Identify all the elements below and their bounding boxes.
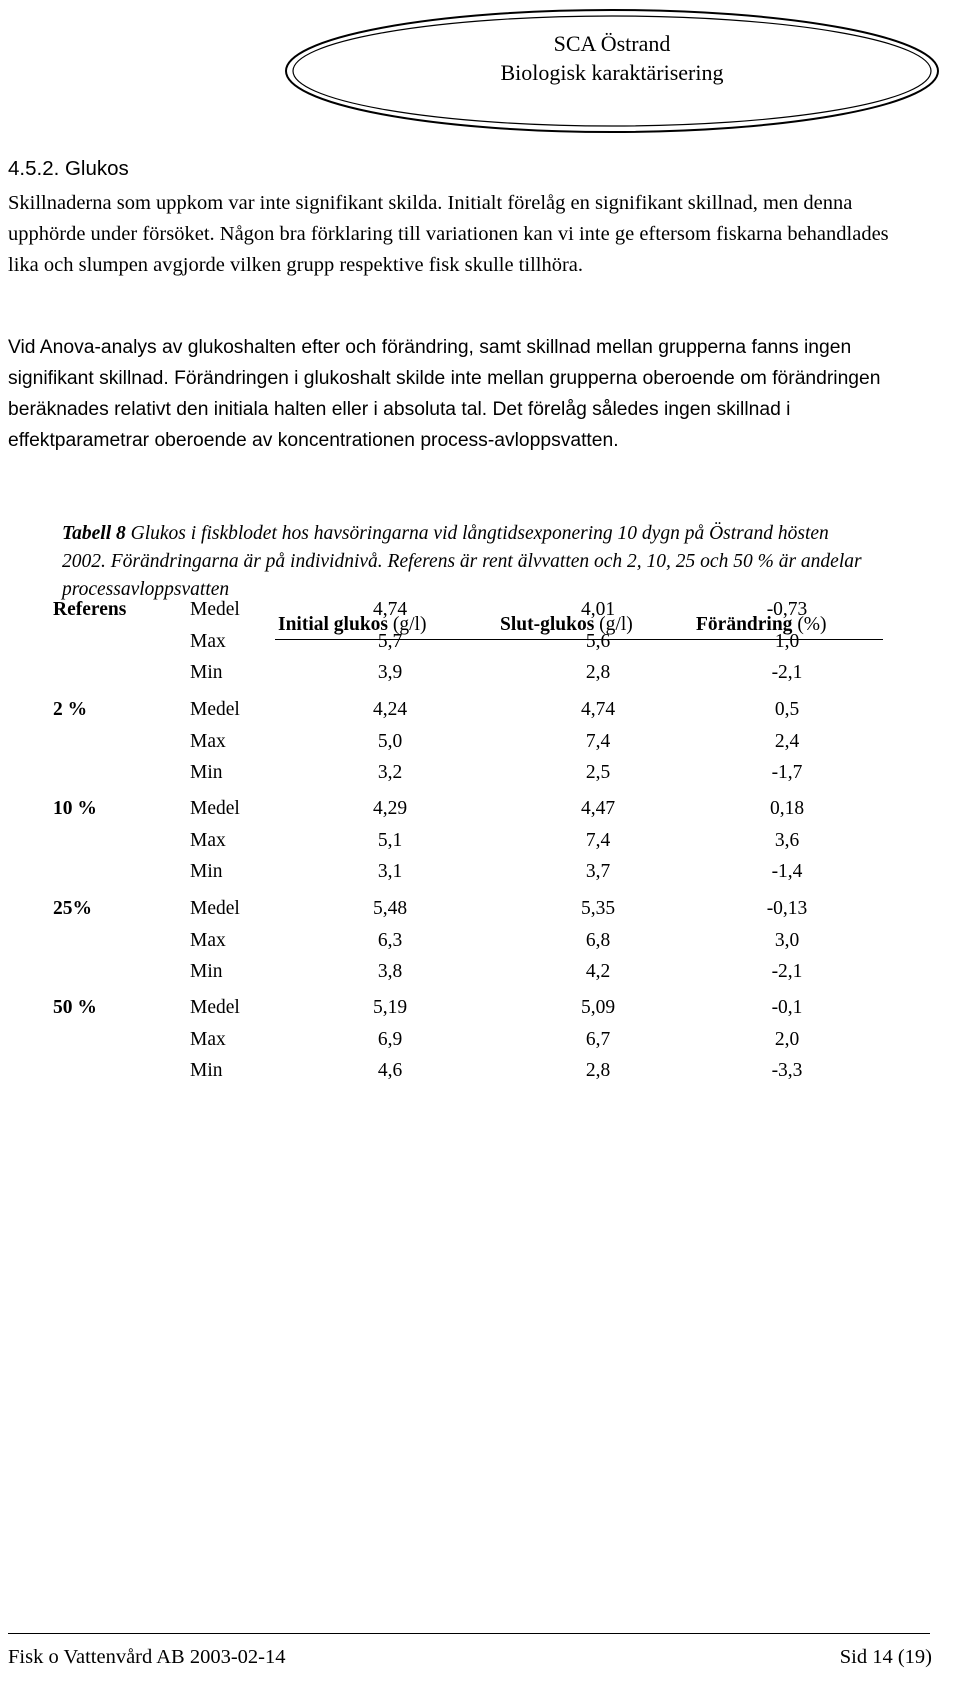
cell-initial-glukos: 3,1 bbox=[377, 861, 403, 882]
cell-initial-glukos: 5,48 bbox=[372, 898, 408, 919]
column-header-change-bold: Förändring bbox=[696, 614, 793, 635]
cell-initial-glukos: 5,1 bbox=[377, 830, 403, 851]
cell-initial-glukos: 3,9 bbox=[377, 662, 403, 683]
cell-slut-glukos: 5,09 bbox=[580, 997, 616, 1018]
group-label: 25% bbox=[53, 898, 92, 919]
cell-forandring: 2,0 bbox=[774, 1029, 800, 1050]
cell-forandring: -0,73 bbox=[766, 599, 808, 620]
cell-slut-glukos: 5,35 bbox=[580, 898, 616, 919]
cell-slut-glukos: 6,8 bbox=[585, 930, 611, 951]
cell-forandring: -0,1 bbox=[771, 997, 803, 1018]
cell-slut-glukos: 4,47 bbox=[580, 798, 616, 819]
cell-forandring: -1,4 bbox=[771, 861, 803, 882]
column-header-change-unit: (%) bbox=[792, 614, 827, 635]
cell-slut-glukos: 5,6 bbox=[585, 631, 611, 652]
row-stat-label: Medel bbox=[190, 997, 240, 1018]
column-header-initial-bold: Initial glukos bbox=[278, 614, 389, 635]
footer-page-number: Sid 14 (19) bbox=[839, 1646, 932, 1668]
cell-initial-glukos: 6,3 bbox=[377, 930, 403, 951]
cell-slut-glukos: 4,2 bbox=[585, 961, 611, 982]
table-caption-text: Glukos i fiskblodet hos havsöringarna vid långtidsexponering 10 dygn på Östrand hösten 2002. Förändringarna är på individnivå. Referens är rent älvvatten och 2, 10, 25 och 50 % är andelar processavloppsvatten bbox=[62, 523, 862, 600]
paragraph-1: Skillnaderna som uppkom var inte signifikant skilda. Initialt förelåg en signifikant skillnad, men denna upphörde under försöket. Någon bra förklaring till variationen kan vi inte ge eftersom fiskarna behandlades lika och slumpen avgjorde vilken grupp respektive fisk skulle tillhöra. bbox=[8, 192, 889, 276]
row-stat-label: Max bbox=[190, 631, 226, 652]
row-stat-label: Medel bbox=[190, 798, 240, 819]
cell-forandring: 1,0 bbox=[774, 631, 800, 652]
cell-initial-glukos: 4,6 bbox=[377, 1060, 403, 1081]
row-stat-label: Min bbox=[190, 861, 223, 882]
cell-initial-glukos: 3,8 bbox=[377, 961, 403, 982]
column-header-slut-bold: Slut-glukos bbox=[500, 614, 595, 635]
cell-slut-glukos: 2,8 bbox=[585, 662, 611, 683]
cell-forandring: -2,1 bbox=[771, 662, 803, 683]
cell-forandring: -2,1 bbox=[771, 961, 803, 982]
cell-forandring: 2,4 bbox=[774, 731, 800, 752]
cell-initial-glukos: 6,9 bbox=[377, 1029, 403, 1050]
cell-initial-glukos: 4,29 bbox=[372, 798, 408, 819]
cell-slut-glukos: 4,01 bbox=[580, 599, 616, 620]
logo-company-name: SCA Östrand bbox=[553, 31, 671, 56]
table-caption bbox=[62, 520, 862, 604]
group-label: 50 % bbox=[53, 997, 97, 1018]
footer-rule bbox=[8, 1633, 930, 1634]
cell-slut-glukos: 7,4 bbox=[585, 731, 611, 752]
row-stat-label: Max bbox=[190, 1029, 226, 1050]
row-stat-label: Medel bbox=[190, 699, 240, 720]
footer-company-date: Fisk o Vattenvård AB 2003-02-14 bbox=[8, 1646, 286, 1668]
row-stat-label: Max bbox=[190, 830, 226, 851]
company-logo bbox=[283, 6, 941, 136]
cell-forandring: 0,5 bbox=[774, 699, 800, 720]
cell-initial-glukos: 5,0 bbox=[377, 731, 403, 752]
row-stat-label: Medel bbox=[190, 898, 240, 919]
cell-initial-glukos: 5,19 bbox=[372, 997, 408, 1018]
row-stat-label: Min bbox=[190, 1060, 223, 1081]
cell-initial-glukos: 3,2 bbox=[377, 762, 403, 783]
paragraph-2: Vid Anova-analys av glukoshalten efter och förändring, samt skillnad mellan grupperna fanns ingen signifikant skillnad. Förändringen i glukoshalt skilde inte mellan grupperna oberoende om förändringen beräknades relativt den initiala halten eller i absoluta tal. Det förelåg således ingen skillnad i effektparametrar oberoende av koncentrationen process-avloppsvatten. bbox=[8, 337, 881, 451]
row-stat-label: Min bbox=[190, 762, 223, 783]
cell-slut-glukos: 2,8 bbox=[585, 1060, 611, 1081]
cell-slut-glukos: 3,7 bbox=[585, 861, 611, 882]
group-label: 2 % bbox=[53, 699, 88, 720]
cell-initial-glukos: 5,7 bbox=[377, 631, 403, 652]
row-stat-label: Min bbox=[190, 961, 223, 982]
row-stat-label: Min bbox=[190, 662, 223, 683]
row-stat-label: Medel bbox=[190, 599, 240, 620]
row-stat-label: Max bbox=[190, 930, 226, 951]
cell-forandring: 0,18 bbox=[769, 798, 805, 819]
cell-forandring: 3,0 bbox=[774, 930, 800, 951]
cell-forandring: -3,3 bbox=[771, 1060, 803, 1081]
cell-forandring: 3,6 bbox=[774, 830, 800, 851]
cell-slut-glukos: 6,7 bbox=[585, 1029, 611, 1050]
cell-initial-glukos: 4,24 bbox=[372, 699, 408, 720]
row-stat-label: Max bbox=[190, 731, 226, 752]
cell-forandring: -0,13 bbox=[766, 898, 808, 919]
cell-initial-glukos: 4,74 bbox=[372, 599, 408, 620]
group-label: 10 % bbox=[53, 798, 97, 819]
cell-slut-glukos: 4,74 bbox=[580, 699, 616, 720]
column-header-initial-unit: (g/l) bbox=[388, 614, 427, 635]
table-caption-label: Tabell 8 bbox=[62, 523, 126, 544]
logo-subtitle: Biologisk karaktärisering bbox=[500, 60, 724, 85]
column-header-slut-unit: (g/l) bbox=[594, 614, 633, 635]
section-heading: 4.5.2. Glukos bbox=[8, 157, 129, 180]
cell-slut-glukos: 2,5 bbox=[585, 762, 611, 783]
cell-slut-glukos: 7,4 bbox=[585, 830, 611, 851]
cell-forandring: -1,7 bbox=[771, 762, 803, 783]
group-label: Referens bbox=[53, 599, 127, 620]
